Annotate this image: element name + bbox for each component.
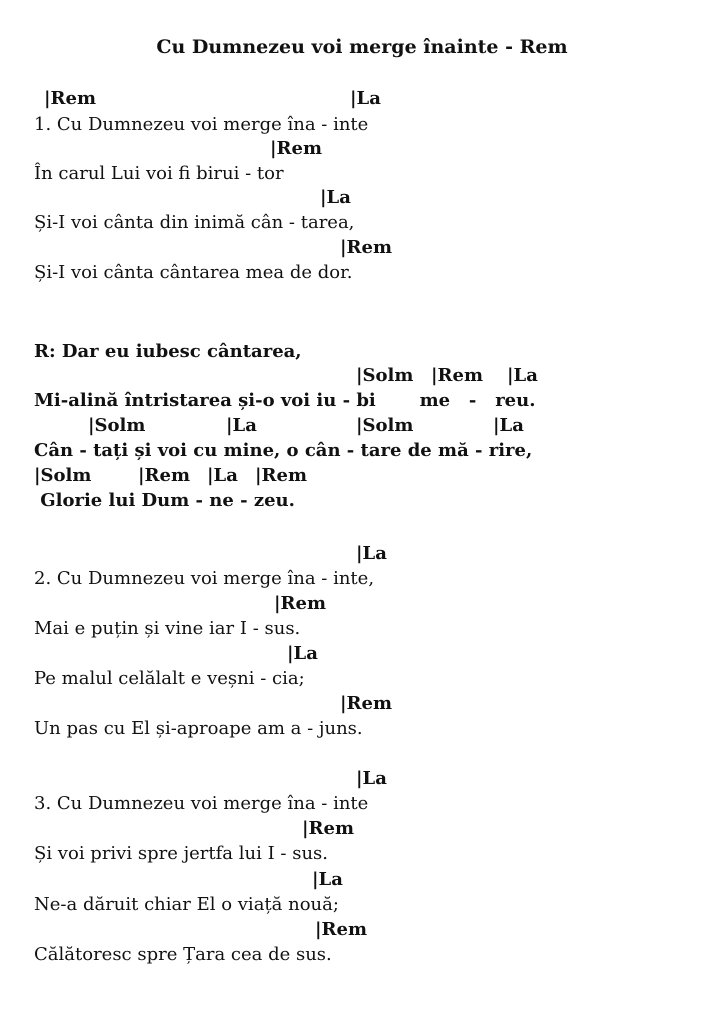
chord: |La [207,465,238,486]
lyric-line: 3. Cu Dumnezeu voi merge îna - inte [34,793,369,814]
chord: |La [507,365,538,386]
lyric-line: Un pas cu El și-aproape am a - juns. [34,718,363,739]
chord: |Rem [340,237,393,258]
chord: |La [287,643,318,664]
chord: |Rem [255,465,308,486]
refrain-line: Glorie lui Dum - ne - zeu. [34,490,295,511]
chord: |Rem [270,138,323,159]
chord: |Rem [431,365,484,386]
chord: |Rem [138,465,191,486]
lyric-line: Pe malul celălalt e veșni - cia; [34,668,305,689]
chord: |La [320,187,351,208]
chord: |Rem [302,818,355,839]
lyric-line: Ne-a dăruit chiar El o viață nouă; [34,894,339,915]
chord: |Solm [356,365,414,386]
chord: |La [493,415,524,436]
chord: |La [312,869,343,890]
lyric-line: Și-I voi cânta cântarea mea de dor. [34,262,353,283]
chord: |Solm [356,415,414,436]
refrain-line: R: Dar eu iubesc cântarea, [34,341,302,362]
chord: |La [356,768,387,789]
chord: |Solm [88,415,146,436]
lyric-line: 2. Cu Dumnezeu voi merge îna - inte, [34,568,375,589]
chord: |Rem [44,88,97,109]
lyric-line: 1. Cu Dumnezeu voi merge îna - inte [34,114,369,135]
refrain-line: Cân - tați și voi cu mine, o cân - tare de mă - rire, [34,440,533,461]
song-title: Cu Dumnezeu voi merge înainte - Rem [156,36,568,58]
lyric-line: Călătoresc spre Țara cea de sus. [34,944,332,965]
refrain-line: Mi-alină întristarea și-o voi iu - bi me - reu. [34,390,536,411]
lyric-line: Mai e puțin și vine iar I - sus. [34,618,301,639]
chord: |Solm [34,465,92,486]
chord: |La [226,415,257,436]
chord: |La [356,543,387,564]
chord: |La [350,88,381,109]
lyric-line: Și voi privi spre jertfa lui I - sus. [34,843,329,864]
chord: |Rem [315,919,368,940]
chord: |Rem [274,593,327,614]
lyric-line: În carul Lui voi fi birui - tor [34,163,284,184]
lyric-line: Și-I voi cânta din inimă cân - tarea, [34,212,355,233]
chord: |Rem [340,693,393,714]
